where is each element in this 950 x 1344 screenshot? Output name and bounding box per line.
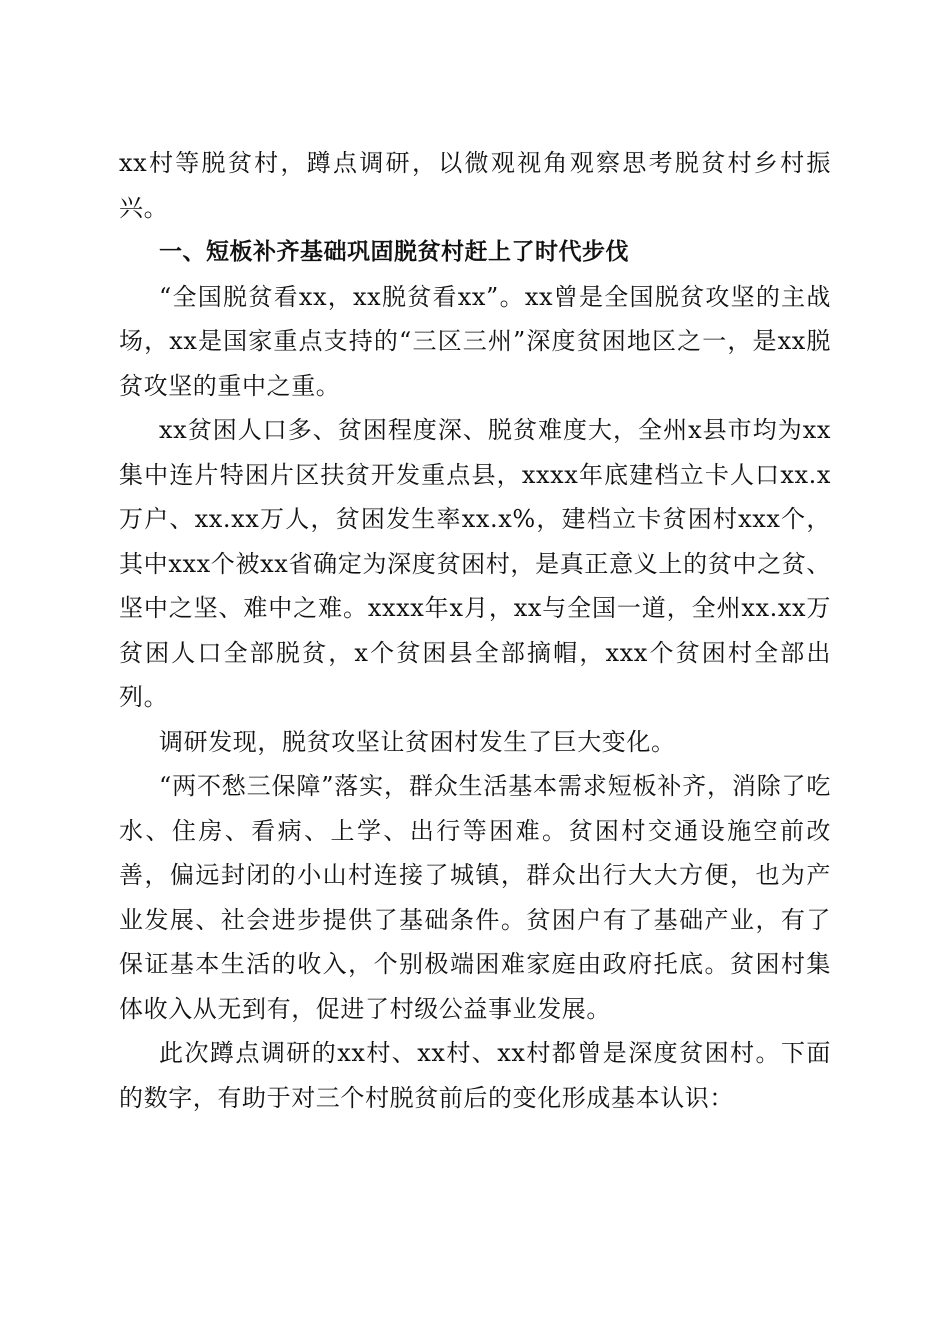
paragraph-research-finding: 调研发现，脱贫攻坚让贫困村发生了巨大变化。 xyxy=(159,727,676,756)
section-heading-1: 一、短板补齐基础巩固脱贫村赶上了时代步伐 xyxy=(159,239,629,265)
paragraph-village-numbers-intro: 此次蹲点调研的xx村、xx村、xx村都曾是深度贫困村。下面的数字，有助于对三个村脱贫前后的变化形成基本认识： xyxy=(119,1039,831,1112)
paragraph-changes-detail: “两不愁三保障”落实，群众生活基本需求短板补齐，消除了吃水、住房、看病、上学、出行等困难。贫困村交通设施空前改善，偏远封闭的小山村连接了城镇，群众出行大大方便，也为产业发展、社会进步提供了基础条件。贫困户有了基础产业，有了保证基本生活的收入，个别极端困难家庭由政府托底。贫困村集体收入从无到有，促进了村级公益事业发展。 xyxy=(119,772,831,1023)
paragraph-poverty-statistics: xx贫困人口多、贫困程度深、脱贫难度大，全州x县市均为xx集中连片特困片区扶贫开发重点县，xxxx年底建档立卡人口xx.x万户、xx.xx万人，贫困发生率xx.x%，建档立卡贫困村xxx个，其中xxx个被xx省确定为深度贫困村，是真正意义上的贫中之贫、坚中之坚、难中之难。xxxx年x月，xx与全国一道，全州xx.xx万贫困人口全部脱贫，x个贫困县全部摘帽，xxx个贫困村全部出列。 xyxy=(119,416,831,711)
document-body xyxy=(119,141,831,1120)
paragraph-intro-continuation: xx村等脱贫村，蹲点调研，以微观视角观察思考脱贫村乡村振兴。 xyxy=(119,149,831,222)
paragraph-main-battlefield: “全国脱贫看xx，xx脱贫看xx”。xx曾是全国脱贫攻坚的主战场，xx是国家重点支持的“三区三州”深度贫困地区之一，是xx脱贫攻坚的重中之重。 xyxy=(119,282,831,400)
